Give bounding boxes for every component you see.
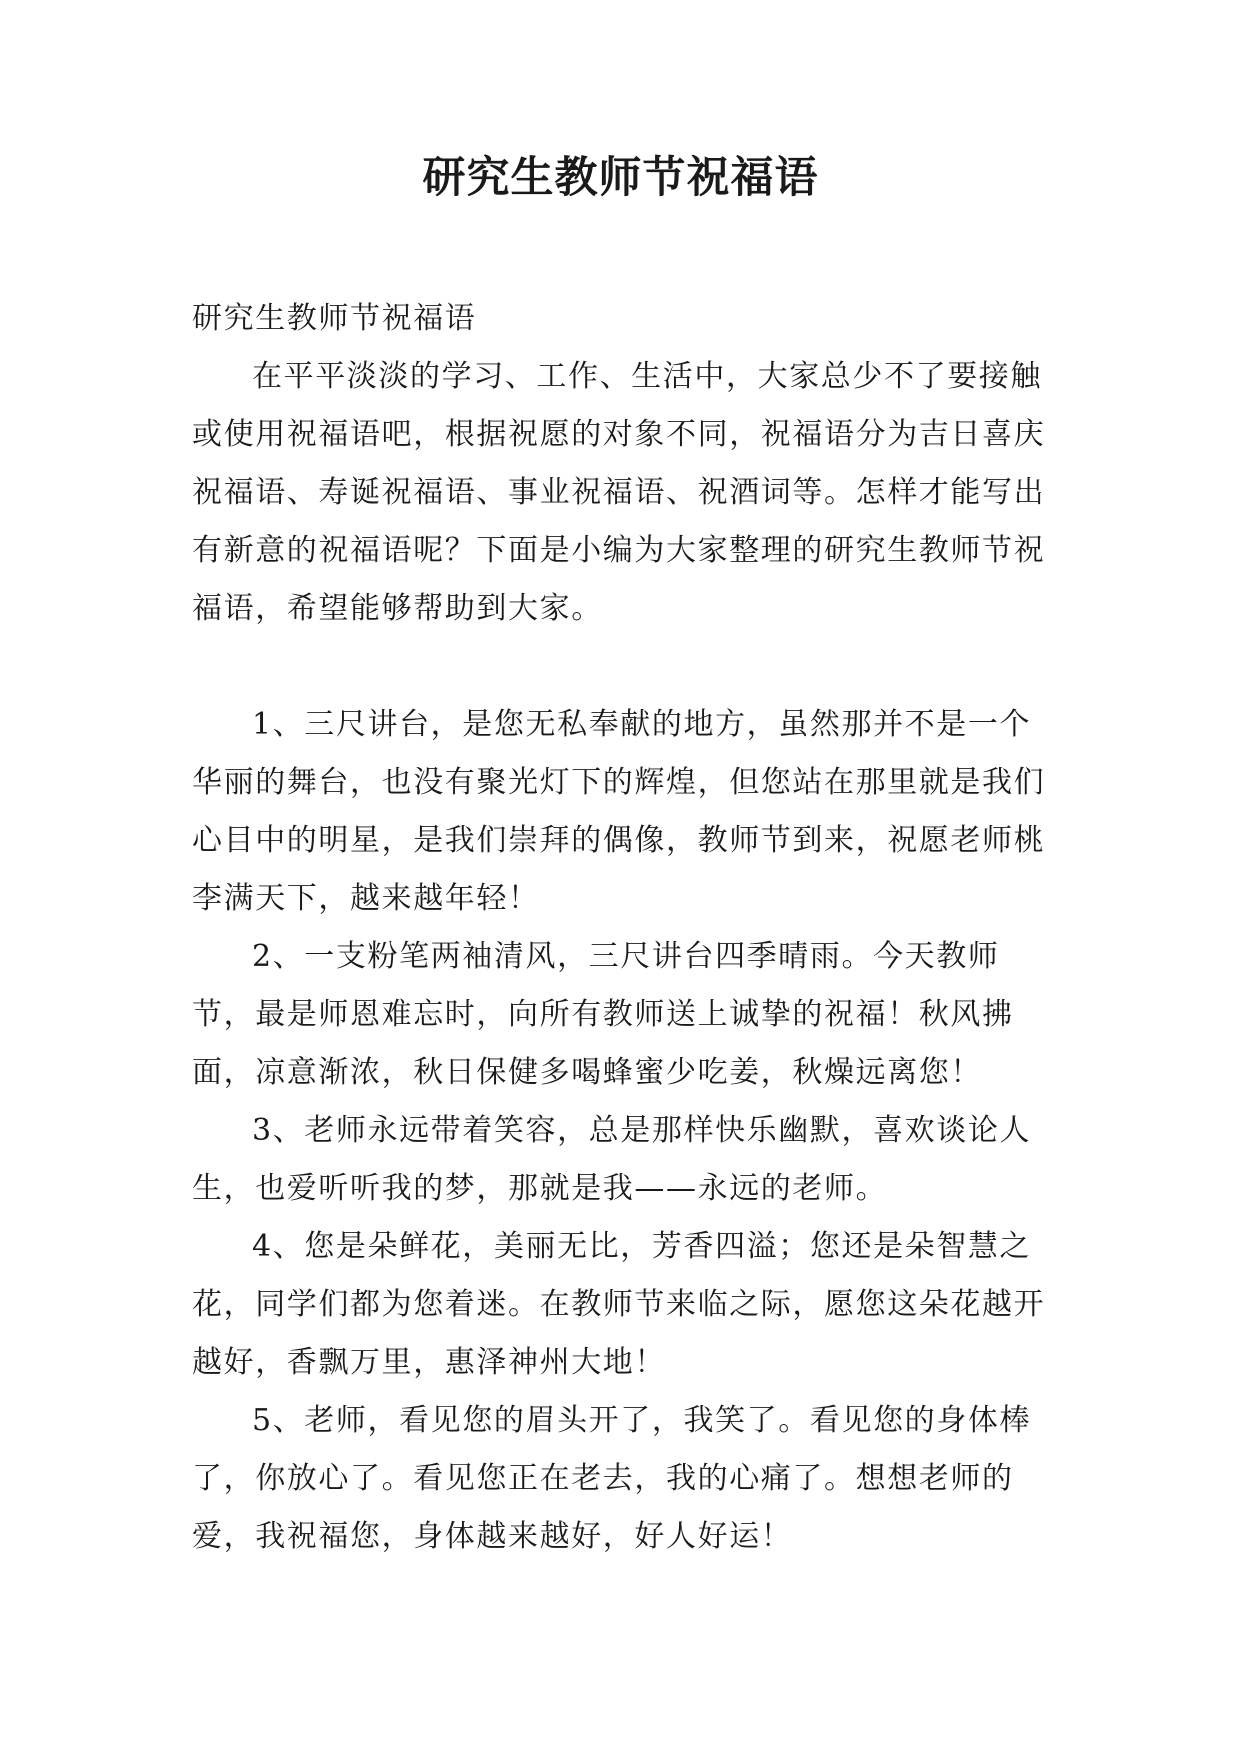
- wish-item-3: 3、老师永远带着笑容，总是那样快乐幽默，喜欢谈论人生，也爱听听我的梦，那就是我——永远的老师。: [192, 1113, 1032, 1206]
- wish-item-5: 5、老师，看见您的眉头开了，我笑了。看见您的身体棒了，你放心了。看见您正在老去，我的心痛了。想想老师的爱，我祝福您，身体越来越好，好人好运！: [192, 1403, 1032, 1554]
- paragraph-spacer: [192, 638, 1054, 696]
- intro-paragraph: 在平平淡淡的学习、工作、生活中，大家总少不了要接触或使用祝福语吧，根据祝愿的对象不同，祝福语分为吉日喜庆祝福语、寿诞祝福语、事业祝福语、祝酒词等。怎样才能写出有新意的祝福语呢？下面是小编为大家整理的研究生教师节祝福语，希望能够帮助到大家。: [192, 359, 1046, 626]
- document-body: [192, 290, 1054, 1566]
- wish-item-4: 4、您是朵鲜花，美丽无比，芳香四溢；您还是朵智慧之花，同学们都为您着迷。在教师节来临之际，愿您这朵花越开越好，香飘万里，惠泽神州大地！: [192, 1229, 1046, 1380]
- wish-item-1: 1、三尺讲台，是您无私奉献的地方，虽然那并不是一个华丽的舞台，也没有聚光灯下的辉煌，但您站在那里就是我们心目中的明星，是我们崇拜的偶像，教师节到来，祝愿老师桃李满天下，越来越年轻！: [192, 707, 1046, 916]
- wish-item-2: 2、一支粉笔两袖清风，三尺讲台四季晴雨。今天教师节，最是师恩难忘时，向所有教师送上诚挚的祝福！秋风拂面，凉意渐浓，秋日保健多喝蜂蜜少吃姜，秋燥远离您！: [192, 939, 1014, 1090]
- document-title: 研究生教师节祝福语: [422, 153, 819, 203]
- document-subtitle: 研究生教师节祝福语: [192, 301, 477, 336]
